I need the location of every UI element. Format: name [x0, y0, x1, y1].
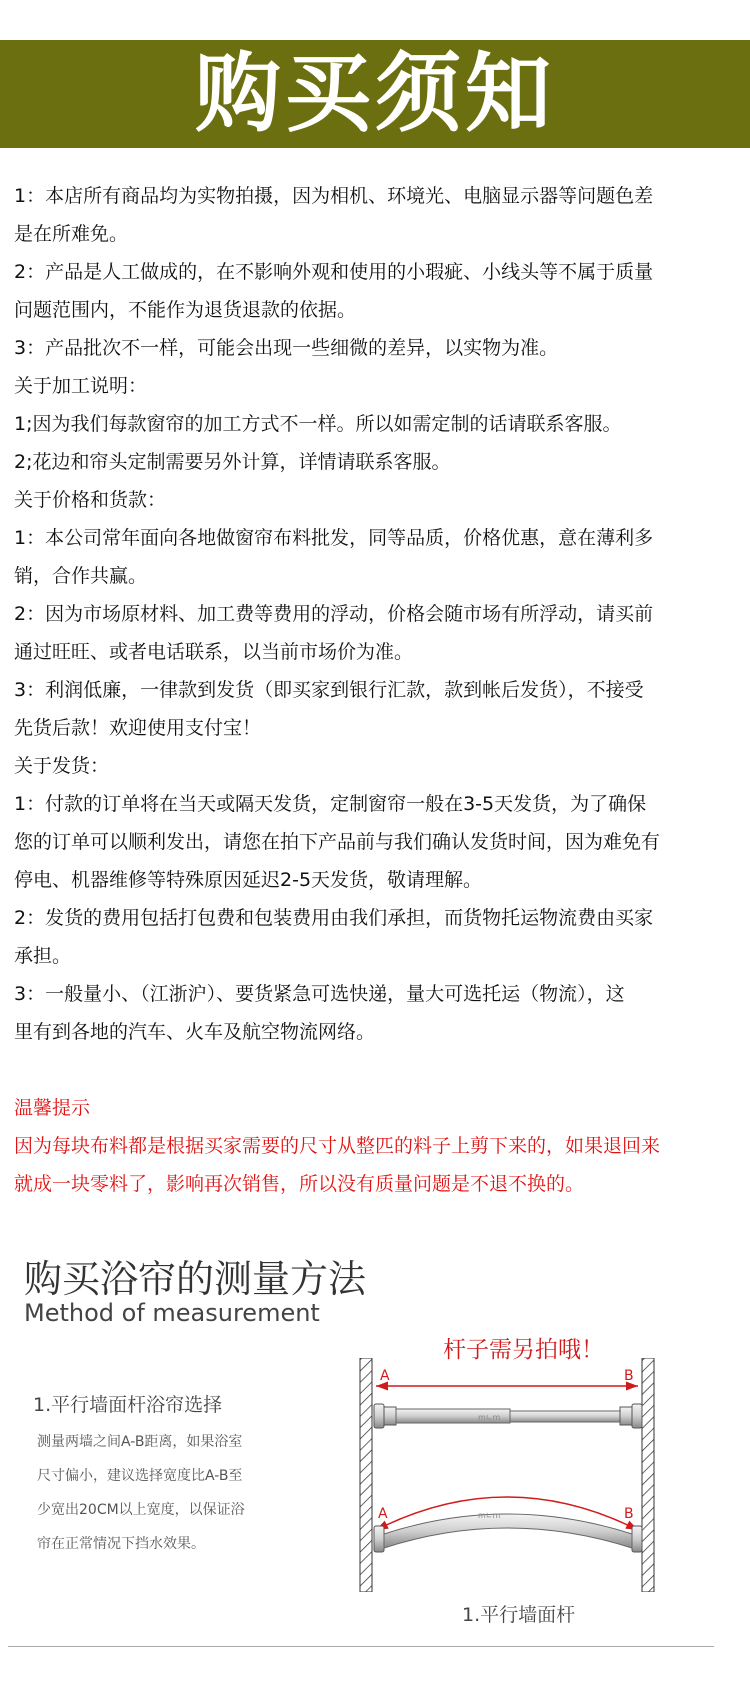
left-wall: [360, 1358, 372, 1592]
notice-line: 2：发货的费用包括打包费和包装费用由我们承担，而货物托运物流费由买家: [14, 907, 654, 929]
notice-line: 1;因为我们每款窗帘的加工方式不一样。所以如需定制的话请联系客服。: [14, 413, 622, 435]
diagram-caption: 1.平行墙面杆: [462, 1604, 576, 1626]
notice-line: 承担。: [14, 945, 72, 967]
purchase-notice-text: [14, 177, 738, 1051]
measurement-title: 购买浴帘的测量方法: [24, 1257, 367, 1301]
notice-line: 销，合作共赢。: [14, 565, 148, 587]
label-a-bottom: A: [378, 1506, 388, 1522]
rod-sold-separately-note: 杆子需另拍哦！: [443, 1337, 604, 1363]
notice-line: 问题范围内，不能作为退货退款的依据。: [14, 299, 357, 321]
notice-line: 3：产品批次不一样，可能会出现一些细微的差异，以实物为准。: [14, 337, 559, 359]
notice-line: 3：利润低廉，一律款到发货（即买家到银行汇款，款到帐后发货），不接受: [14, 679, 644, 701]
tips-line: 就成一块零料了，影响再次销售，所以没有质量问题是不退不换的。: [14, 1173, 585, 1195]
warm-tips: [14, 1089, 738, 1203]
notice-line: 是在所难免。: [14, 223, 129, 245]
label-b-bottom: B: [624, 1506, 634, 1522]
straight-rod: [374, 1404, 642, 1428]
tips-heading: 温馨提示: [14, 1097, 91, 1119]
option-desc-line: 少宽出20CM以上宽度，以保证浴: [37, 1502, 245, 1518]
notice-line: 里有到各地的汽车、火车及航空物流网络。: [14, 1021, 376, 1043]
title-banner: [0, 40, 750, 148]
rod-mark-curved: m∟m: [478, 1511, 501, 1520]
tips-line: 因为每块布料都是根据买家需要的尺寸从整匹的料子上剪下来的，如果退回来: [14, 1135, 661, 1157]
notice-line: 3：一般量小、（江浙沪）、要货紧急可选快递，量大可选托运（物流），这: [14, 983, 625, 1005]
notice-line: 先货后款！欢迎使用支付宝！: [14, 717, 262, 739]
rod-mark: m∟m: [478, 1413, 501, 1422]
notice-line: 1：本公司常年面向各地做窗帘布料批发，同等品质，价格优惠，意在薄利多: [14, 527, 654, 549]
notice-line: 关于加工说明：: [14, 375, 148, 397]
notice-line: 停电、机器维修等特殊原因延迟2-5天发货，敬请理解。: [14, 869, 483, 891]
notice-line: 关于发货：: [14, 755, 110, 777]
label-a-top: A: [380, 1368, 390, 1384]
page-title: 购买须知: [195, 44, 555, 144]
bottom-divider: [8, 1646, 714, 1647]
tension-rod-diagram: [350, 1358, 666, 1592]
notice-line: 您的订单可以顺利发出，请您在拍下产品前与我们确认发货时间，因为难免有: [14, 831, 661, 853]
notice-line: 2：因为市场原材料、加工费等费用的浮动，价格会随市场有所浮动，请买前: [14, 603, 654, 625]
option-desc-line: 帘在正常情况下挡水效果。: [37, 1536, 205, 1552]
right-wall: [642, 1358, 654, 1592]
notice-line: 1：付款的订单将在当天或隔天发货，定制窗帘一般在3-5天发货，为了确保: [14, 793, 647, 815]
notice-line: 1：本店所有商品均为实物拍摄，因为相机、环境光、电脑显示器等问题色差: [14, 185, 654, 207]
curved-rod: [374, 1511, 642, 1552]
measurement-subtitle: Method of measurement: [24, 1299, 320, 1327]
notice-line: 2;花边和帘头定制需要另外计算，详情请联系客服。: [14, 451, 451, 473]
notice-line: 关于价格和货款：: [14, 489, 167, 511]
option-desc-line: 尺寸偏小，建议选择宽度比A-B至: [37, 1468, 243, 1484]
label-b-top: B: [624, 1368, 634, 1384]
option-desc-line: 测量两墙之间A-B距离，如果浴室: [37, 1434, 243, 1450]
notice-line: 2：产品是人工做成的，在不影响外观和使用的小瑕疵、小线头等不属于质量: [14, 261, 654, 283]
option-description: [37, 1425, 267, 1561]
option-title: 1.平行墙面杆浴帘选择: [33, 1394, 223, 1416]
notice-line: 通过旺旺、或者电话联系，以当前市场价为准。: [14, 641, 414, 663]
